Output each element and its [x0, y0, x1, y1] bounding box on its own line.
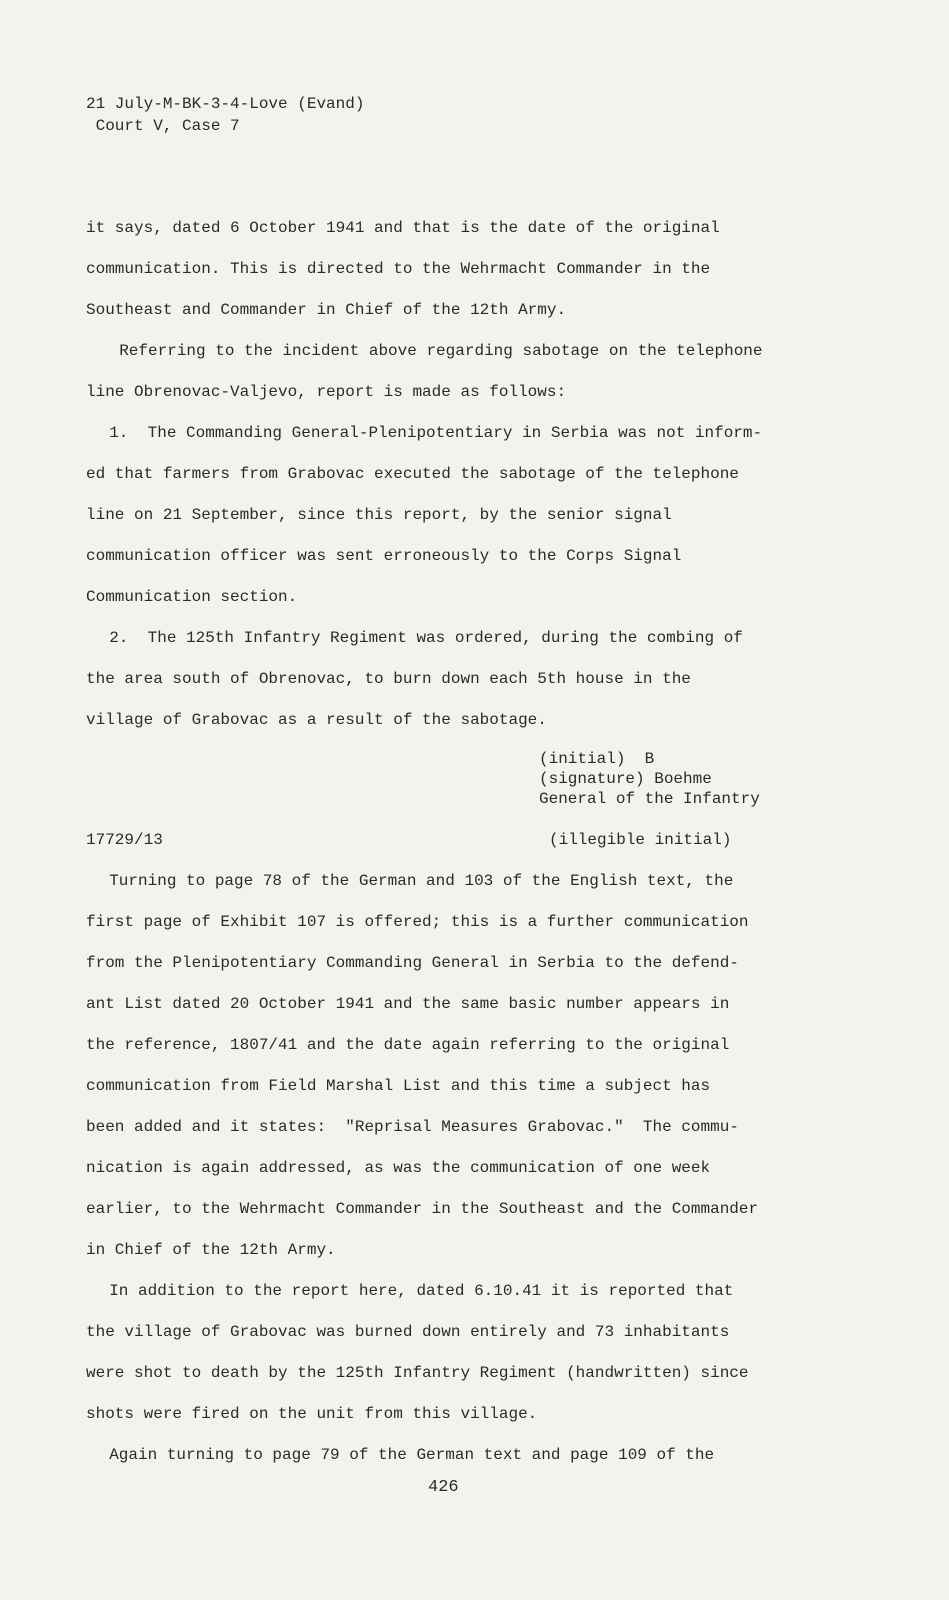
body-line: the area south of Obrenovac, to burn down each 5th house in the: [86, 670, 691, 688]
signature-name: (signature) Boehme: [539, 770, 712, 788]
reference-number: 17729/13: [86, 831, 163, 849]
body-line: Again turning to page 79 of the German text and page 109 of the: [90, 1446, 715, 1464]
body-line: Southeast and Commander in Chief of the 12th Army.: [86, 301, 567, 319]
body-line: were shot to death by the 125th Infantry Regiment (handwritten) since: [86, 1364, 749, 1382]
body-line: communication. This is directed to the Wehrmacht Commander in the: [86, 260, 711, 278]
body-line: Turning to page 78 of the German and 103 of the English text, the: [90, 872, 734, 890]
body-line: Referring to the incident above regarding sabotage on the telephone: [100, 342, 763, 360]
body-line: in Chief of the 12th Army.: [86, 1241, 336, 1259]
body-line: ant List dated 20 October 1941 and the same basic number appears in: [86, 995, 730, 1013]
body-line: 2. The 125th Infantry Regiment was ordered, during the combing of: [90, 629, 743, 647]
body-line: Communication section.: [86, 588, 298, 606]
body-line: the village of Grabovac was burned down entirely and 73 inhabitants: [86, 1323, 730, 1341]
body-line: from the Plenipotentiary Commanding General in Serbia to the defend-: [86, 954, 739, 972]
body-line: it says, dated 6 October 1941 and that is the date of the original: [86, 219, 720, 237]
body-line: line on 21 September, since this report, by the senior signal: [86, 506, 672, 524]
body-line: line Obrenovac-Valjevo, report is made as follows:: [86, 383, 567, 401]
body-line: communication officer was sent erroneously to the Corps Signal: [86, 547, 682, 565]
body-line: shots were fired on the unit from this village.: [86, 1405, 538, 1423]
body-line: been added and it states: "Reprisal Measures Grabovac." The commu-: [86, 1118, 739, 1136]
body-line: nication is again addressed, as was the communication of one week: [86, 1159, 711, 1177]
body-line: ed that farmers from Grabovac executed the sabotage of the telephone: [86, 465, 739, 483]
page-number: 426: [428, 1478, 459, 1497]
body-line: In addition to the report here, dated 6.10.41 it is reported that: [90, 1282, 734, 1300]
body-line: earlier, to the Wehrmacht Commander in the Southeast and the Commander: [86, 1200, 759, 1218]
body-line: village of Grabovac as a result of the sabotage.: [86, 711, 547, 729]
body-line: the reference, 1807/41 and the date again referring to the original: [86, 1036, 730, 1054]
header-line-2: Court V, Case 7: [86, 117, 240, 135]
header-line-1: 21 July-M-BK-3-4-Love (Evand): [86, 95, 365, 113]
body-line: communication from Field Marshal List and this time a subject has: [86, 1077, 711, 1095]
body-line: 1. The Commanding General-Plenipotentiary in Serbia was not inform-: [90, 424, 763, 442]
reference-initial: (illegible initial): [549, 831, 732, 849]
body-line: first page of Exhibit 107 is offered; this is a further communication: [86, 913, 749, 931]
signature-initial: (initial) B: [539, 750, 655, 768]
signature-title: General of the Infantry: [539, 790, 760, 808]
